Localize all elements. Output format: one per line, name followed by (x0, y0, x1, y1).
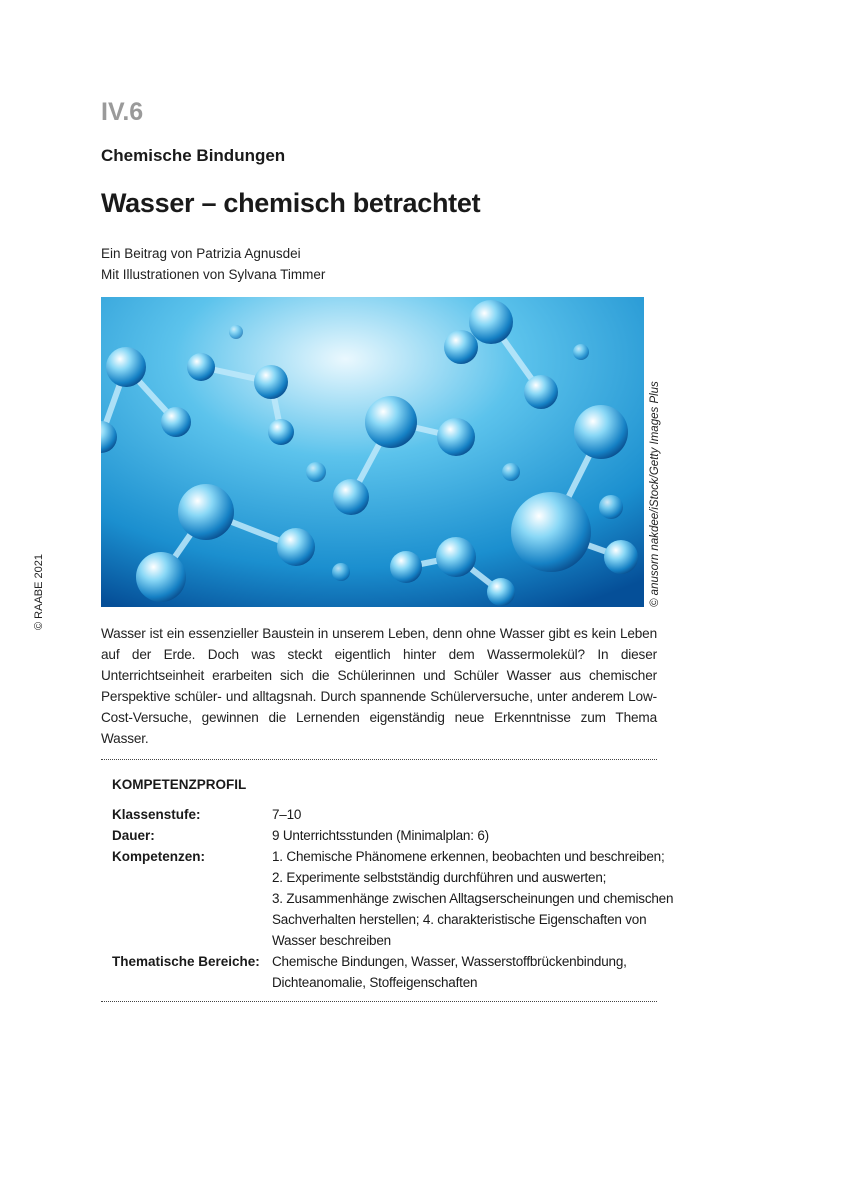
side-copyright: © RAABE 2021 (33, 554, 45, 630)
intro-paragraph: Wasser ist ein essenzieller Baustein in unserem Leben, denn ohne Wasser gibt es kein Leben auf der Erde. Doch was steckt eigentlich hinter dem Wassermolekül? In dieser Unterrichtseinheit erarbeiten sich die Schülerinnen und Schüler Wasser aus chemischer Perspektive schüler- und alltagsnah. Durch spannende Schülerversuche, unter anderem Low-Cost-Versuche, gewinnen die Lernenden eigenständig neue Erkenntnisse zum Thema Wasser. (101, 626, 657, 746)
kp-row-klassenstufe (112, 804, 657, 825)
author-line: Ein Beitrag von Patrizia Agnusdei (101, 246, 301, 261)
kp-value-line: 2. Experimente selbstständig durchführen und auswerten; (272, 870, 607, 885)
kp-value: 7–10 (272, 807, 302, 822)
kp-label: Thematische Bereiche: (112, 954, 260, 969)
kp-value-line: Dichteanomalie, Stoffeigenschaften (272, 975, 478, 990)
dotted-divider (101, 1001, 657, 1002)
kp-row-thematische-bereiche (112, 951, 657, 993)
kp-row-kompetenzen (112, 846, 674, 951)
kp-value: 9 Unterrichtsstunden (Minimalplan: 6) (272, 828, 489, 843)
section-title: Chemische Bindungen (101, 146, 286, 165)
kp-label: Klassenstufe: (112, 807, 201, 822)
kp-row-dauer (112, 825, 657, 846)
kompetenzprofil-table (112, 804, 674, 993)
unit-number: IV.6 (101, 98, 144, 126)
illustrator-line: Mit Illustrationen von Sylvana Timmer (101, 267, 326, 282)
kp-value-line: 3. Zusammenhänge zwischen Alltagserscheinungen und chemischen (272, 891, 674, 906)
kp-value-line: 1. Chemische Phänomene erkennen, beobachten und beschreiben; (272, 849, 665, 864)
lower-content (101, 623, 674, 1002)
kp-value-line: Sachverhalten herstellen; 4. charakteristische Eigenschaften von (272, 912, 647, 927)
kompetenzprofil-heading: KOMPETENZPROFIL (112, 777, 247, 792)
kp-label: Kompetenzen: (112, 849, 206, 864)
dotted-divider (101, 759, 657, 760)
kp-value-line: Chemische Bindungen, Wasser, Wasserstoffbrückenbindung, (272, 954, 627, 969)
image-credit: © anusorn nakdee/iStock/Getty Images Plus (649, 381, 661, 607)
kp-value-line: Wasser beschreiben (272, 933, 391, 948)
water-molecules-image (101, 297, 644, 607)
kp-label: Dauer: (112, 828, 155, 843)
page-title: Wasser – chemisch betrachtet (101, 188, 481, 218)
